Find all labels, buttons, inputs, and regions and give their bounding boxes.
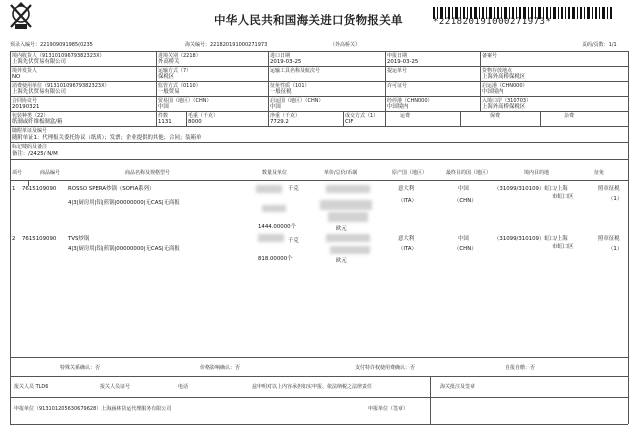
transit-port-value: 中国境内 [387, 104, 409, 110]
transport-value: 保税区 [158, 74, 175, 80]
deal-mode-value: CIF [345, 119, 354, 125]
row-domestic: （31099/310109）虹口/上海 [494, 236, 568, 242]
row-code: 7615109090 [22, 186, 57, 192]
customs-port: （外高桥关） [330, 42, 361, 48]
redacted-value [256, 185, 282, 193]
net-weight-value: 7729.2 [270, 119, 289, 125]
net-weight-label: 净重（千克） [270, 113, 301, 119]
row-dest: 中国 [458, 186, 469, 192]
trade-mode-value: 一般贸易 [158, 89, 180, 95]
row-origin: 意大利 [398, 186, 415, 192]
marks-value: 备注：/2425/ N/M [12, 151, 58, 157]
pack-value: 纸制或纤维板制盒/箱 [12, 119, 63, 125]
declare-date-label: 申报日期 [387, 53, 408, 59]
import-port-label: 进境关别（2218） [158, 53, 201, 59]
row-no: 2 [12, 236, 16, 242]
row-name: ROSSO SPERA炒锅（SOFIA系列） [68, 186, 155, 192]
redacted-value [258, 234, 284, 242]
legal-statement: 兹申明对以上内容承担如实申报、依法纳税之法律责任 [252, 384, 373, 390]
row-domestic-2: 市虹口区 [552, 194, 574, 200]
documents-value: 随附单证1：代理报关委托协议（纸质）；发票；企业提供的其他；合同；装箱单 [12, 135, 202, 141]
row-domestic: （31099/310109）虹口/上海 [494, 186, 568, 192]
agent-seal: 申报单位（签章） [368, 406, 409, 412]
row-qty: 818.00000个 [258, 256, 293, 262]
levy-nature-label: 征免性质（101） [270, 83, 310, 89]
col-final-dest: 最终目的国（地区） [446, 170, 492, 176]
redacted-value [320, 200, 372, 210]
declarer-phone: 电话 [178, 384, 189, 390]
depart-port-label: 启运港（CHN000） [482, 83, 528, 89]
consignee-value: 上海先伏贸易有限公司 [12, 59, 66, 65]
redacted-value [326, 185, 370, 193]
row-currency: 欧元 [336, 258, 347, 264]
col-origin: 原产国（地区） [392, 170, 428, 176]
document-title: 中华人民共和国海关进口货物报关单 [214, 13, 403, 27]
self-pay-confirm: 自报自缴：否 [505, 365, 536, 371]
row-currency: 欧元 [336, 226, 347, 232]
record-label: 备案号 [482, 53, 498, 59]
redacted-value [326, 234, 370, 242]
freight-label: 运费 [400, 113, 411, 119]
deal-mode-label: 成交方式（1） [345, 113, 379, 119]
entry-port-label: 入境口岸（310703） [482, 98, 532, 104]
depart-port-value: 中国境内 [482, 89, 504, 95]
shipper-label: 境外发货人 [12, 68, 38, 74]
col-domestic-dest: 境内目的地 [524, 170, 550, 176]
row-dest: 中国 [458, 236, 469, 242]
col-qty: 数量及单位 [262, 170, 288, 176]
shipper-value: NO [12, 74, 21, 80]
row-spec: 4|3|厨房用|铝|煎锅|00000000|无CAS|无商报 [68, 200, 180, 206]
special-relation-confirm: 特殊关系确认：否 [60, 365, 101, 371]
user-label: 消费使用单位（91310109679382323X） [12, 83, 110, 89]
declare-date-value: 2019-03-25 [387, 59, 419, 65]
pre-entry-number: 预录入编号：221909091985(0235 [10, 42, 93, 48]
col-price: 单价/总价/币制 [324, 170, 358, 176]
redacted-value [328, 212, 368, 222]
trade-mode-label: 监管方式（0110） [158, 83, 201, 89]
royalty-confirm: 支付特许权使用费确认：否 [355, 365, 416, 371]
col-name: 商品名称及规格型号 [125, 170, 171, 176]
row-levy-code: （1） [608, 196, 623, 202]
gross-weight-label: 毛重（千克） [188, 113, 219, 119]
misc-fee-label: 杂费 [564, 113, 575, 119]
declaring-agent: 申报单位（913101205630679628）上海涵林货运代理服务有限公司 [14, 406, 172, 412]
row-dest-code: （CHN） [454, 246, 477, 252]
vessel-label: 运输工具名称及航次号 [270, 68, 321, 74]
consignee-label: 境内收货人（91310109679382323X） [12, 53, 105, 59]
declarer-cert: 报关人员证号 [100, 384, 131, 390]
row-no: 1 [12, 186, 16, 192]
pieces-value: 1131 [158, 119, 172, 125]
col-code: 商品编号 [40, 170, 61, 176]
row-domestic-2: 市虹口区 [552, 244, 574, 250]
import-date-value: 2019-03-25 [270, 59, 302, 65]
transport-label: 运输方式（7） [158, 68, 192, 74]
license-label: 许可证号 [387, 83, 408, 89]
origin-country-value: 中国 [270, 104, 281, 110]
row-unit: 千克 [288, 238, 299, 244]
barcode-text: *221820191000271973* [433, 17, 552, 27]
insurance-label: 保费 [490, 113, 501, 119]
col-item-no: 项号 [12, 170, 23, 176]
col-levy: 征免 [594, 170, 605, 176]
customs-emblem-icon [6, 2, 36, 32]
table-row [12, 186, 623, 234]
page-count: 页码/页数：1/1 [582, 42, 617, 48]
import-port-value: 外高桥关 [158, 59, 180, 65]
row-origin-code: （ITA） [398, 246, 417, 252]
user-value: 上海先伏贸易有限公司 [12, 89, 66, 95]
table-row [12, 236, 623, 284]
entry-port-value: 上海外高桥保税区 [482, 104, 526, 110]
redacted-value [262, 205, 286, 212]
row-dest-code: （CHN） [454, 198, 477, 204]
pieces-label: 件数 [158, 113, 169, 119]
gross-weight-value: 8000 [188, 119, 202, 125]
row-levy-code: （1） [608, 246, 623, 252]
trade-country-value: 中国 [158, 104, 169, 110]
import-date-label: 进口日期 [270, 53, 291, 59]
pack-label: 包装种类（22） [12, 113, 49, 119]
row-name: TVS炒锅 [68, 236, 90, 242]
row-unit: 千克 [288, 186, 299, 192]
row-spec: 4|3|厨房用|铝|煎锅|00000000|无CAS|无商报 [68, 246, 180, 252]
bill-label: 提运单号 [387, 68, 408, 74]
row-levy: 照章征税 [598, 186, 620, 192]
row-qty: 1444.00000个 [258, 224, 296, 230]
price-effect-confirm: 价格影响确认：否 [200, 365, 241, 371]
row-origin: 意大利 [398, 236, 415, 242]
documents-label: 随附单证及编号 [12, 128, 48, 134]
transit-port-label: 经停港（CHN000） [387, 98, 433, 104]
row-levy: 照章征税 [598, 236, 620, 242]
levy-nature-value: 一般征税 [270, 89, 292, 95]
customs-remarks: 海关批注及签章 [440, 384, 476, 390]
redacted-value [330, 246, 370, 254]
barcode [433, 4, 613, 16]
declarer-name: 报关人员 TLD6 [14, 384, 49, 390]
place-label: 货物存放地点 [482, 68, 513, 74]
origin-country-label: 启运国（地区）（CHN） [270, 98, 324, 104]
contract-label: 合同协议号 [12, 98, 38, 104]
place-value: 上海外高桥保税区 [482, 74, 526, 80]
trade-country-label: 贸易国（地区）（CHN） [158, 98, 212, 104]
customs-number: 海关编号：221820191000271973 [185, 42, 268, 48]
contract-value: 20190321 [12, 104, 40, 110]
row-origin-code: （ITA） [398, 198, 417, 204]
row-code: 7615109090 [22, 236, 57, 242]
marks-label: 标记唛码及备注 [12, 144, 48, 150]
